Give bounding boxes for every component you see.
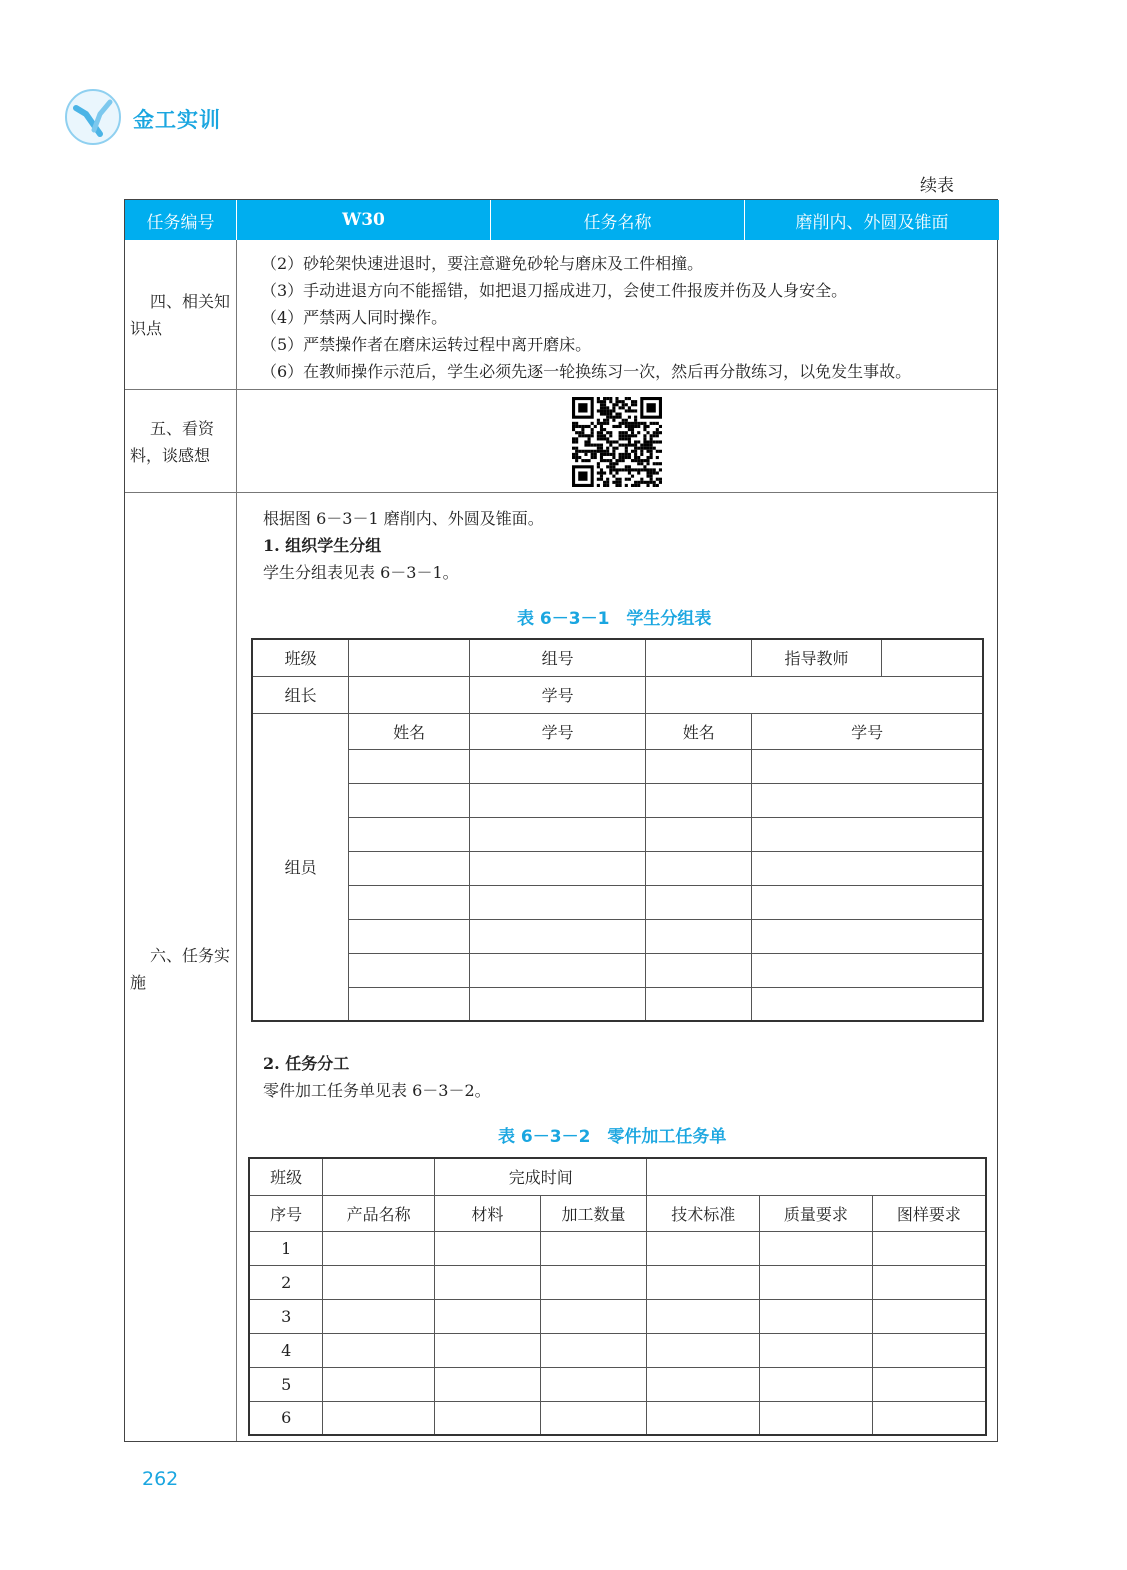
cell-label: 组长 xyxy=(252,676,349,713)
member-cell[interactable] xyxy=(752,987,983,1021)
task-cell[interactable] xyxy=(540,1231,647,1265)
cell-label: 组员 xyxy=(252,713,349,1021)
member-cell[interactable] xyxy=(469,851,646,885)
student-group-table xyxy=(251,638,984,1022)
member-cell[interactable] xyxy=(469,919,646,953)
task-cell[interactable] xyxy=(872,1231,986,1265)
column-header: 质量要求 xyxy=(760,1195,873,1231)
member-cell[interactable] xyxy=(646,987,752,1021)
task-row xyxy=(249,1265,986,1299)
member-cell[interactable] xyxy=(349,885,470,919)
row-number: 2 xyxy=(249,1265,323,1299)
member-cell[interactable] xyxy=(469,783,646,817)
task-cell[interactable] xyxy=(760,1367,873,1401)
part-task-table xyxy=(248,1157,987,1436)
cell-label: 姓名 xyxy=(646,713,752,749)
task-cell[interactable] xyxy=(435,1299,541,1333)
member-row xyxy=(252,783,983,817)
task-cell[interactable] xyxy=(323,1401,435,1435)
member-cell[interactable] xyxy=(646,749,752,783)
task-cell[interactable] xyxy=(435,1367,541,1401)
member-cell[interactable] xyxy=(469,987,646,1021)
task-cell[interactable] xyxy=(760,1231,873,1265)
table1-caption: 表 6－3－1 学生分组表 xyxy=(517,609,712,629)
cell-label: 学号 xyxy=(469,676,646,713)
task-cell[interactable] xyxy=(647,1299,760,1333)
task-cell[interactable] xyxy=(540,1265,647,1299)
task-cell[interactable] xyxy=(540,1401,647,1435)
member-cell[interactable] xyxy=(752,885,983,919)
task-cell[interactable] xyxy=(435,1265,541,1299)
task-cell[interactable] xyxy=(872,1367,986,1401)
task-cell[interactable] xyxy=(540,1333,647,1367)
step2-text: 零件加工任务单见表 6－3－2。 xyxy=(263,1081,491,1100)
task-cell[interactable] xyxy=(540,1299,647,1333)
divider xyxy=(125,492,997,493)
member-cell[interactable] xyxy=(752,953,983,987)
column-header: 加工数量 xyxy=(540,1195,647,1231)
leader-cell[interactable] xyxy=(349,676,470,713)
member-row xyxy=(252,851,983,885)
member-cell[interactable] xyxy=(349,987,470,1021)
cell-label: 姓名 xyxy=(349,713,470,749)
book-title: 金工实训 xyxy=(133,107,221,132)
member-cell[interactable] xyxy=(646,783,752,817)
knowledge-list xyxy=(261,250,911,385)
member-row xyxy=(252,817,983,851)
task-cell[interactable] xyxy=(435,1333,541,1367)
member-cell[interactable] xyxy=(349,749,470,783)
section5-label: 五、看资料，谈感想 xyxy=(130,419,215,465)
member-cell[interactable] xyxy=(752,783,983,817)
cell-label: 学号 xyxy=(752,713,983,749)
task-cell[interactable] xyxy=(872,1265,986,1299)
knowledge-item: （6）在教师操作示范后，学生必须先逐一轮换练习一次，然后再分散练习，以免发生事故。 xyxy=(261,362,912,381)
task-name: 磨削内、外圆及锥面 xyxy=(745,200,999,240)
member-cell[interactable] xyxy=(646,919,752,953)
column-header: 产品名称 xyxy=(323,1195,435,1231)
member-cell[interactable] xyxy=(349,851,470,885)
task-cell[interactable] xyxy=(647,1367,760,1401)
knowledge-item: （2）砂轮架快速进退时，要注意避免砂轮与磨床及工件相撞。 xyxy=(261,254,704,273)
cell-label: 学号 xyxy=(469,713,646,749)
row-number: 6 xyxy=(249,1401,323,1435)
task-no-label: 任务编号 xyxy=(125,200,237,240)
table2-caption: 表 6－3－2 零件加工任务单 xyxy=(498,1127,727,1147)
row-number: 3 xyxy=(249,1299,323,1333)
member-row xyxy=(252,919,983,953)
column-header: 序号 xyxy=(249,1195,323,1231)
continued-label: 续表 xyxy=(920,176,954,196)
knowledge-item: （3）手动进退方向不能摇错，如把退刀摇成进刀，会使工件报废并伤及人身安全。 xyxy=(261,281,848,300)
member-cell[interactable] xyxy=(752,817,983,851)
step1-title: 1. 组织学生分组 xyxy=(263,536,382,555)
member-cell[interactable] xyxy=(469,749,646,783)
task-cell[interactable] xyxy=(872,1299,986,1333)
finish-time-cell[interactable] xyxy=(647,1158,986,1195)
member-cell[interactable] xyxy=(349,953,470,987)
task-table xyxy=(124,199,998,1442)
task-cell[interactable] xyxy=(760,1299,873,1333)
step2-title: 2. 任务分工 xyxy=(263,1054,350,1073)
member-row xyxy=(252,885,983,919)
member-cell[interactable] xyxy=(469,817,646,851)
member-cell[interactable] xyxy=(469,953,646,987)
task-cell[interactable] xyxy=(872,1401,986,1435)
task-cell[interactable] xyxy=(540,1367,647,1401)
member-cell[interactable] xyxy=(752,851,983,885)
cell-label: 组号 xyxy=(469,639,646,676)
group-no-cell[interactable] xyxy=(646,639,752,676)
task-row xyxy=(249,1333,986,1367)
member-cell[interactable] xyxy=(646,953,752,987)
member-cell[interactable] xyxy=(349,783,470,817)
member-cell[interactable] xyxy=(752,919,983,953)
section4-label: 四、相关知识点 xyxy=(130,292,231,338)
task-cell[interactable] xyxy=(647,1333,760,1367)
member-cell[interactable] xyxy=(646,885,752,919)
knowledge-item: （5）严禁操作者在磨床运转过程中离开磨床。 xyxy=(261,335,592,354)
task-cell[interactable] xyxy=(760,1265,873,1299)
member-cell[interactable] xyxy=(752,749,983,783)
task-cell[interactable] xyxy=(647,1401,760,1435)
task-cell[interactable] xyxy=(647,1231,760,1265)
section6-label: 六、任务实施 xyxy=(130,946,231,992)
member-row xyxy=(252,987,983,1021)
cell-label: 指导教师 xyxy=(752,639,882,676)
divider xyxy=(125,389,997,390)
member-cell[interactable] xyxy=(349,919,470,953)
member-row xyxy=(252,749,983,783)
cell-label: 班级 xyxy=(249,1158,323,1195)
row-number: 4 xyxy=(249,1333,323,1367)
task-no: W30 xyxy=(237,200,491,240)
member-cell[interactable] xyxy=(349,817,470,851)
task-cell[interactable] xyxy=(323,1299,435,1333)
teacher-cell[interactable] xyxy=(881,639,983,676)
task-row xyxy=(249,1231,986,1265)
task-row xyxy=(249,1299,986,1333)
class-cell[interactable] xyxy=(349,639,470,676)
task-cell[interactable] xyxy=(872,1333,986,1367)
knowledge-item: （4）严禁两人同时操作。 xyxy=(261,308,448,327)
step1-text: 学生分组表见表 6－3－1。 xyxy=(263,563,459,582)
task-cell[interactable] xyxy=(323,1265,435,1299)
column-header: 技术标准 xyxy=(647,1195,760,1231)
divider xyxy=(236,240,237,1441)
row-number: 5 xyxy=(249,1367,323,1401)
task-cell[interactable] xyxy=(760,1401,873,1435)
member-cell[interactable] xyxy=(469,885,646,919)
column-header: 图样要求 xyxy=(872,1195,986,1231)
cell-label: 完成时间 xyxy=(435,1158,647,1195)
member-cell[interactable] xyxy=(646,851,752,885)
cell-label: 班级 xyxy=(252,639,349,676)
task-name-label: 任务名称 xyxy=(491,200,745,240)
member-row xyxy=(252,953,983,987)
row-number: 1 xyxy=(249,1231,323,1265)
task-cell[interactable] xyxy=(435,1231,541,1265)
intro-text: 根据图 6－3－1 磨削内、外圆及锥面。 xyxy=(263,509,544,528)
task-row xyxy=(249,1401,986,1435)
task-cell[interactable] xyxy=(323,1367,435,1401)
page-number: 262 xyxy=(142,1468,179,1490)
task-cell[interactable] xyxy=(435,1401,541,1435)
task-cell[interactable] xyxy=(323,1231,435,1265)
member-cell[interactable] xyxy=(646,817,752,851)
class-cell[interactable] xyxy=(323,1158,435,1195)
column-header: 材料 xyxy=(435,1195,541,1231)
task-cell[interactable] xyxy=(647,1265,760,1299)
task-cell[interactable] xyxy=(760,1333,873,1367)
qr-code-icon[interactable] xyxy=(572,397,662,487)
task-row xyxy=(249,1367,986,1401)
leader-no-cell[interactable] xyxy=(646,676,983,713)
wrench-logo-icon xyxy=(64,88,122,146)
task-cell[interactable] xyxy=(323,1333,435,1367)
